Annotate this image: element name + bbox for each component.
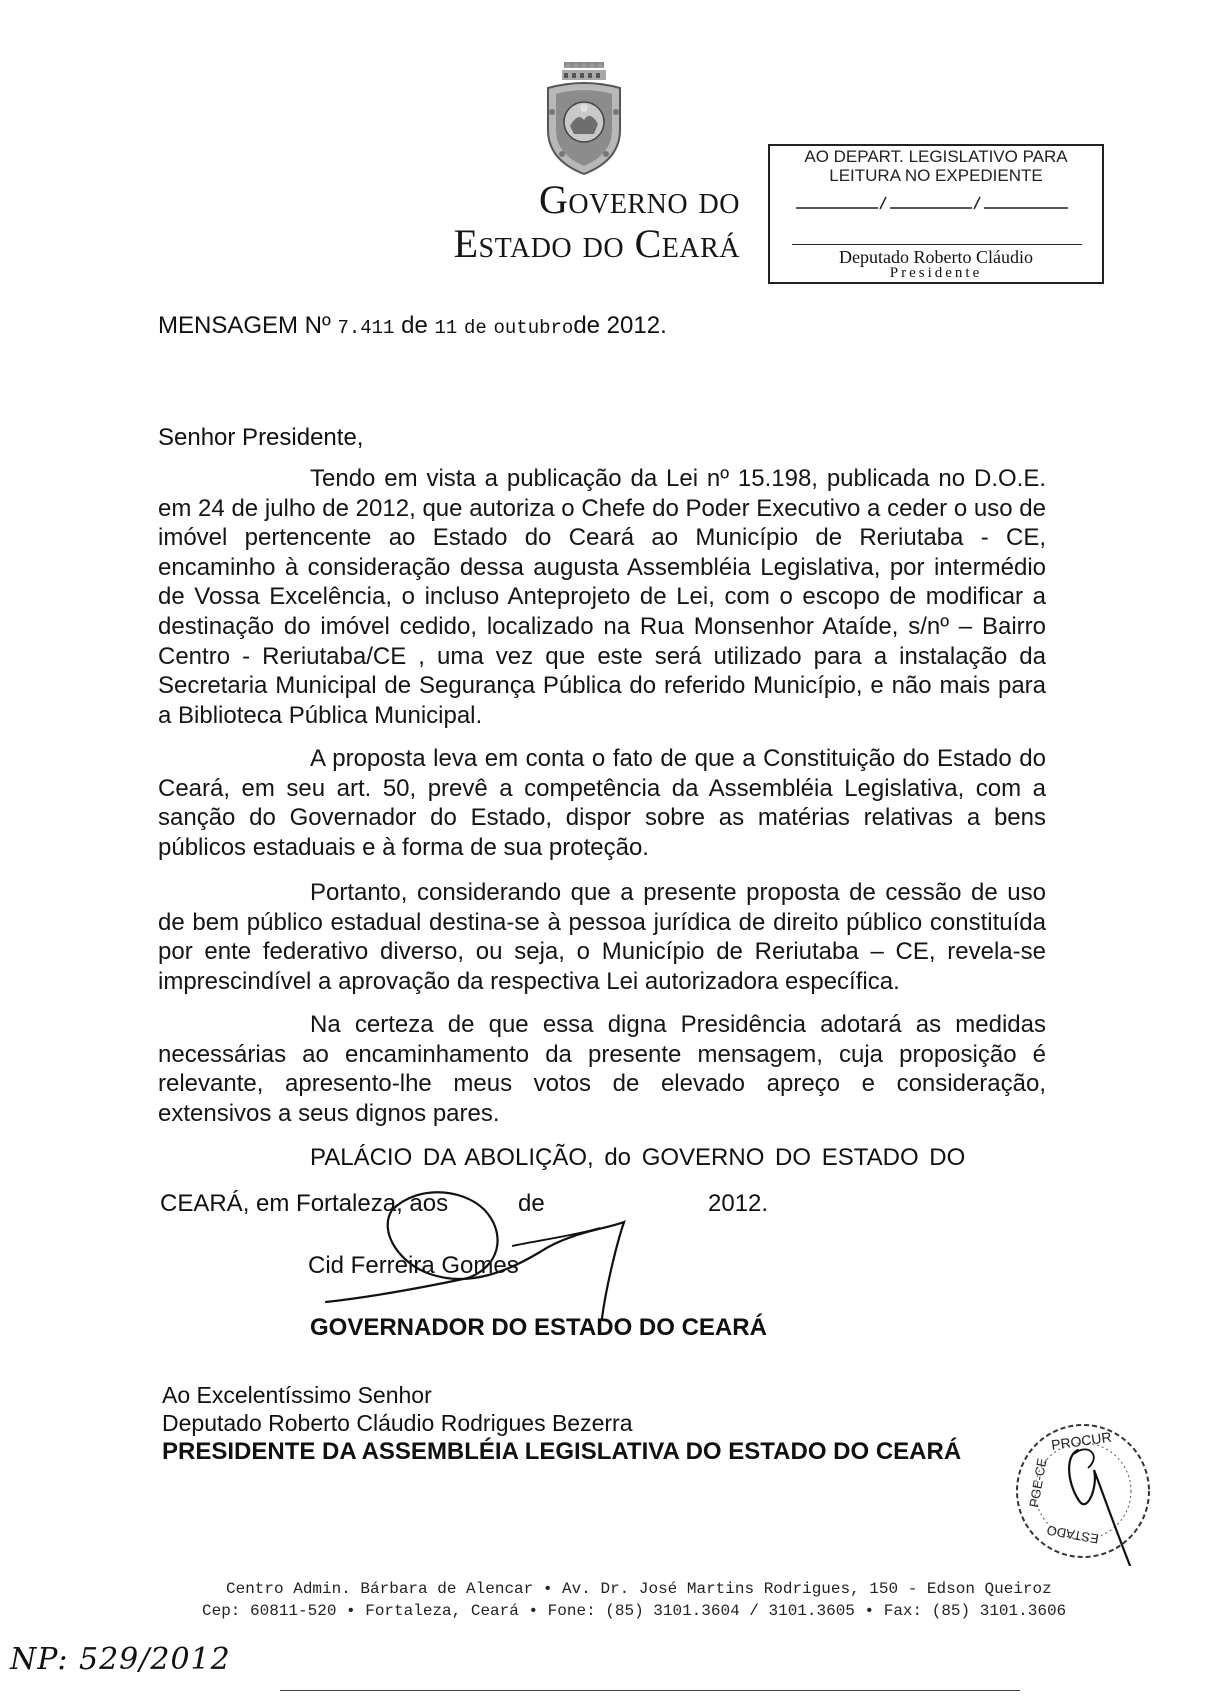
stamp-date-blanks [796, 192, 1076, 212]
stamp-line1: AO DEPART. LEGISLATIVO PARA [804, 147, 1068, 166]
message-de1: de [401, 312, 428, 339]
government-title-line2: Estado do Ceará [453, 221, 740, 266]
message-number: 7.411 [337, 317, 395, 339]
stamp-signature-line [792, 244, 1082, 245]
government-title-line1: Governo do [539, 177, 740, 222]
handwritten-protocol-note: NP: 529/2012 [10, 1642, 231, 1677]
svg-text:ESTADO: ESTADO [1045, 1522, 1100, 1547]
message-prefix: MENSAGEM Nº [158, 312, 331, 339]
message-de2: de [464, 317, 487, 339]
bottom-rule [280, 1690, 1020, 1691]
paragraph-3: Portanto, considerando que a presente proposta de cessão de uso de bem público estadual destina-se à pessoa jurídica de direito público constituída por ente federativo diverso, ou seja, o Município de Reriutaba – CE, revela-se imprescindível a aprovação da respectiva Lei autorizadora específica. [158, 879, 1046, 995]
svg-text:PGE-CE: PGE-CE [1026, 1456, 1050, 1509]
closing-line1: PALÁCIO DA ABOLIÇÃO, do GOVERNO DO ESTADO DO [310, 1144, 966, 1171]
footer-address: Centro Admin. Bárbara de Alencar • Av. Dr. José Martins Rodrigues, 150 - Edson Queiroz [226, 1580, 1052, 1598]
stamp-name: Deputado Roberto Cláudio [839, 247, 1033, 267]
stamp-line2: LEITURA NO EXPEDIENTE [829, 166, 1043, 185]
paragraph-4: Na certeza de que essa digna Presidência adotará as medidas necessárias ao encaminhamento da presente mensagem, cuja proposição é relevante, apresento-lhe meus votos de elevado apreço e consideração, extensivos a seus dignos pares. [158, 1011, 1046, 1127]
addressee-line3: PRESIDENTE DA ASSEMBLÉIA LEGISLATIVA DO ESTADO DO CEARÁ [162, 1438, 962, 1465]
state-coat-of-arms-icon [534, 60, 634, 178]
signer-name: Cid Ferreira Gomes [308, 1252, 519, 1279]
closing-line2: CEARÁ, em Fortaleza, aos [160, 1190, 449, 1217]
message-day: 11 [434, 317, 458, 339]
legislative-reception-stamp [768, 144, 1104, 284]
signer-role: GOVERNADOR DO ESTADO DO CEARÁ [310, 1314, 767, 1341]
message-month: outubro [493, 317, 574, 339]
greeting: Senhor Presidente, [158, 424, 364, 451]
addressee-line1: Ao Excelentíssimo Senhor [162, 1382, 432, 1408]
message-number-line [158, 312, 667, 340]
paragraph-2: A proposta leva em conta o fato de que a Constituição do Estado do Ceará, em seu art. 50, prevê a competência da Assembléia Legislativa, com a sanção do Governador do Estado, dispor sobre as matérias relativas a bens públicos estaduais e à forma de sua proteção. [158, 745, 1046, 861]
closing-de: de [518, 1190, 545, 1217]
government-title [420, 178, 740, 266]
message-year: de 2012. [573, 312, 667, 339]
procuradoria-seal-icon [1008, 1416, 1158, 1566]
stamp-role: Presidente [889, 265, 983, 281]
closing-year: 2012. [708, 1190, 769, 1217]
addressee-line2: Deputado Roberto Cláudio Rodrigues Bezerra [162, 1410, 633, 1436]
svg-text:PROCUR: PROCUR [1050, 1428, 1113, 1453]
footer-contact: Cep: 60811-520 • Fortaleza, Ceará • Fone: (85) 3101.3604 / 3101.3605 • Fax: (85) 3101.3606 [202, 1602, 1067, 1620]
paragraph-1: Tendo em vista a publicação da Lei nº 15.198, publicada no D.O.E. em 24 de julho de 2012, que autoriza o Chefe do Poder Executivo a ceder o uso de imóvel pertencente ao Estado do Ceará ao Município de Reriutaba - CE, encaminho à consideração dessa augusta Assembléia Legislativa, por intermédio de Vossa Excelência, o incluso Anteprojeto de Lei, com o escopo de modificar a destinação do imóvel cedido, localizado na Rua Monsenhor Ataíde, s/nº – Bairro Centro - Reriutaba/CE , uma vez que este será utilizado para a instalação da Secretaria Municipal de Segurança Pública do referido Município, e não mais para a Biblioteca Pública Municipal. [158, 465, 1046, 729]
